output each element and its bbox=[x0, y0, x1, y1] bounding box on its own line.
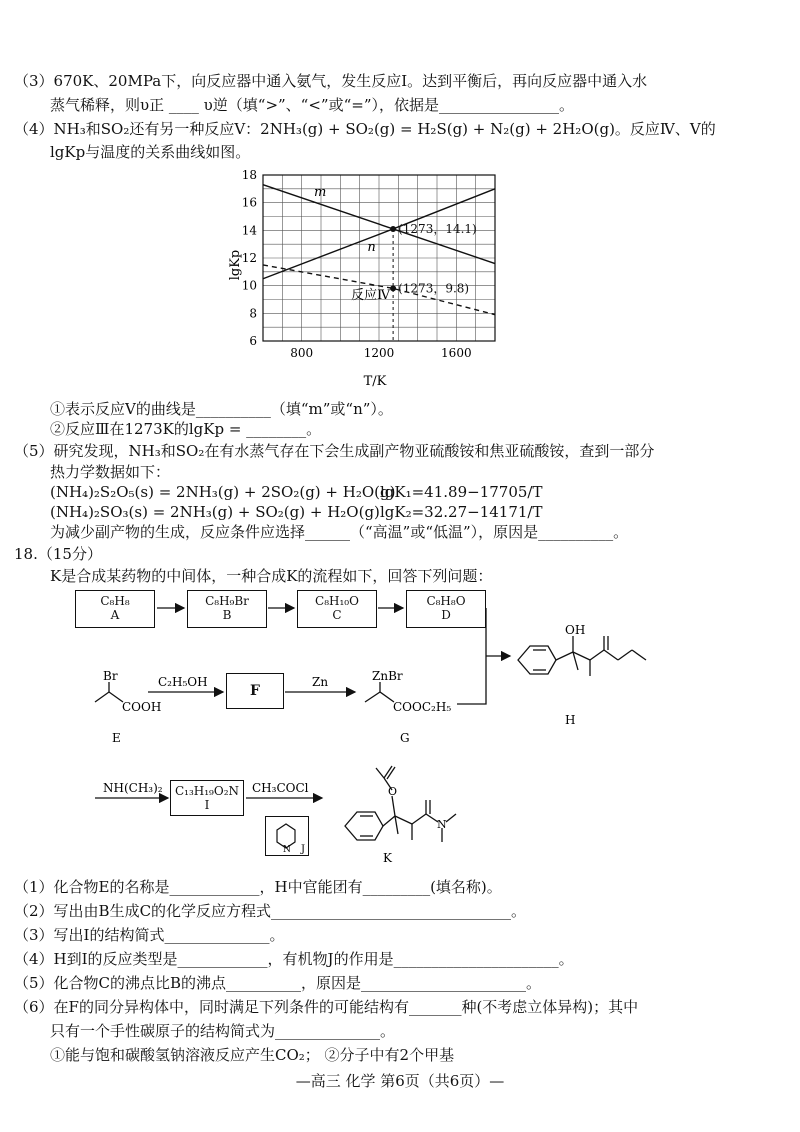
y-tick-label: 12 bbox=[241, 251, 257, 265]
annotation-point bbox=[390, 226, 396, 232]
q18-question-4: （4）H到I的反应类型是____________，有机物J的作用是______________________。 bbox=[14, 950, 574, 968]
q4-line2: lgKp与温度的关系曲线如图。 bbox=[50, 143, 251, 161]
synthesis-scheme bbox=[0, 580, 800, 870]
j-label: J bbox=[301, 844, 306, 855]
q5-line2: 热力学数据如下： bbox=[50, 463, 171, 481]
e-label: E bbox=[112, 731, 121, 745]
chart-ylabel: lgKp bbox=[228, 249, 243, 281]
box-b-formula: C₈H₉Br bbox=[205, 594, 249, 608]
j-n-text: N bbox=[283, 845, 291, 855]
q5-eq2: (NH₄)₂SO₃(s) = 2NH₃(g) + SO₂(g) + H₂O(g) bbox=[50, 503, 380, 521]
y-tick-label: 16 bbox=[241, 195, 257, 210]
q18-intro: K是合成某药物的中间体，一种合成K的流程如下，回答下列问题： bbox=[50, 567, 493, 585]
x-tick-label: 1200 bbox=[363, 346, 395, 360]
q18-conditions: ①能与饱和碳酸氢钠溶液反应产生CO₂； ②分子中有2个甲基 bbox=[50, 1046, 455, 1064]
series-label-1: m bbox=[314, 185, 327, 201]
q18-title: 18.（15分） bbox=[14, 545, 102, 563]
lgkp-temperature-chart bbox=[215, 165, 515, 390]
q5-k2: lgK₂=32.27−14171/T bbox=[380, 503, 543, 521]
q18-question-6: （6）在F的同分异构体中，同时满足下列条件的可能结构有_______种(不考虑立体异构)；其中 bbox=[14, 998, 639, 1016]
q18-question-6-line2: 只有一个手性碳原子的结构简式为______________。 bbox=[50, 1022, 396, 1040]
box-i-label: I bbox=[204, 798, 210, 812]
box-d-formula: C₈H₈O bbox=[426, 594, 466, 608]
ethanol-reagent: C₂H₅OH bbox=[158, 675, 208, 689]
box-d-label: D bbox=[441, 608, 451, 622]
box-f-label: F bbox=[250, 683, 260, 699]
q18-question-1: （1）化合物E的名称是____________，H中官能团有_________(填名称)。 bbox=[14, 878, 502, 896]
series-label-3: 反应Ⅳ bbox=[351, 287, 391, 303]
q3-line1: （3）670K、20MPa下，向反应器中通入氨气，发生反应Ⅰ。达到平衡后，再向反应器中通入水 bbox=[14, 72, 648, 90]
e-cooh-text: COOH bbox=[122, 700, 162, 714]
box-i-formula: C₁₃H₁₉O₂N bbox=[174, 784, 240, 798]
box-a-formula: C₈H₈ bbox=[100, 594, 130, 608]
annotation-label: (1273，9.8) bbox=[398, 281, 470, 296]
bracket-d-g bbox=[457, 608, 486, 704]
x-tick-label: 1600 bbox=[441, 346, 472, 360]
q4-line1: （4）NH₃和SO₂还有另一种反应Ⅴ：2NH₃(g) + SO₂(g) = H₂S(g) + N₂(g) + 2H₂O(g)。反应Ⅳ、Ⅴ的 bbox=[14, 120, 716, 138]
q18-question-3: （3）写出I的结构简式______________。 bbox=[14, 926, 285, 944]
q3-line2: 蒸气稀释，则υ正 ____ υ逆（填“>”、“<”或“=”），依据是________________。 bbox=[50, 96, 574, 114]
x-tick-label: 800 bbox=[290, 346, 314, 360]
h-oh-text: OH bbox=[565, 623, 586, 637]
box-b-label: B bbox=[222, 608, 232, 622]
y-tick-label: 10 bbox=[241, 278, 257, 293]
page-footer: —高三 化学 第6页（共6页）— bbox=[295, 1072, 505, 1090]
annotation-point bbox=[390, 285, 396, 291]
zinc-reagent: Zn bbox=[312, 675, 329, 689]
q18-question-5: （5）化合物C的沸点比B的沸点__________，原因是______________________。 bbox=[14, 974, 542, 992]
annotation-label: (1273，14.1) bbox=[398, 221, 477, 236]
k-n-text: N bbox=[437, 818, 447, 831]
k-label: K bbox=[383, 851, 392, 865]
h-label: H bbox=[565, 713, 576, 727]
box-a-label: A bbox=[110, 608, 120, 622]
g-ester-text: COOC₂H₅ bbox=[393, 700, 452, 714]
amine-reagent: NH(CH₃)₂ bbox=[103, 781, 163, 795]
chart-xlabel: T/K bbox=[363, 374, 387, 389]
structure-e bbox=[95, 682, 123, 702]
y-tick-label: 8 bbox=[249, 306, 257, 321]
y-tick-label: 6 bbox=[249, 334, 257, 348]
box-c-formula: C₈H₁₀O bbox=[315, 594, 359, 608]
structure-g bbox=[365, 682, 394, 702]
acyl-reagent: CH₃COCl bbox=[252, 781, 309, 795]
g-label: G bbox=[400, 731, 410, 745]
q5-line1: （5）研究发现，NH₃和SO₂在有水蒸气存在下会生成副产物亚硫酸铵和焦亚硫酸铵，查到一部分 bbox=[14, 442, 655, 460]
g-znbr-text: ZnBr bbox=[372, 669, 403, 683]
box-c-label: C bbox=[332, 608, 342, 622]
series-label-2: n bbox=[367, 239, 376, 255]
structure-h bbox=[518, 636, 646, 676]
q18-question-2: （2）写出由B生成C的化学反应方程式________________________________。 bbox=[14, 902, 527, 920]
q5-eq1: (NH₄)₂S₂O₅(s) = 2NH₃(g) + 2SO₂(g) + H₂O(g) bbox=[50, 483, 396, 501]
y-tick-label: 14 bbox=[241, 223, 257, 238]
q4-sub2: ②反应Ⅲ在1273K的lgKp = ________。 bbox=[50, 420, 322, 438]
q5-k1: lgK₁=41.89−17705/T bbox=[380, 483, 543, 501]
q5-line3: 为减少副产物的生成，反应条件应选择______（“高温”或“低温”），原因是__________。 bbox=[50, 523, 629, 541]
e-br-text: Br bbox=[103, 669, 118, 683]
y-tick-label: 18 bbox=[241, 168, 257, 182]
q4-sub1: ①表示反应Ⅴ的曲线是__________（填“m”或“n”）。 bbox=[50, 400, 393, 418]
k-o-text: O bbox=[388, 785, 398, 798]
